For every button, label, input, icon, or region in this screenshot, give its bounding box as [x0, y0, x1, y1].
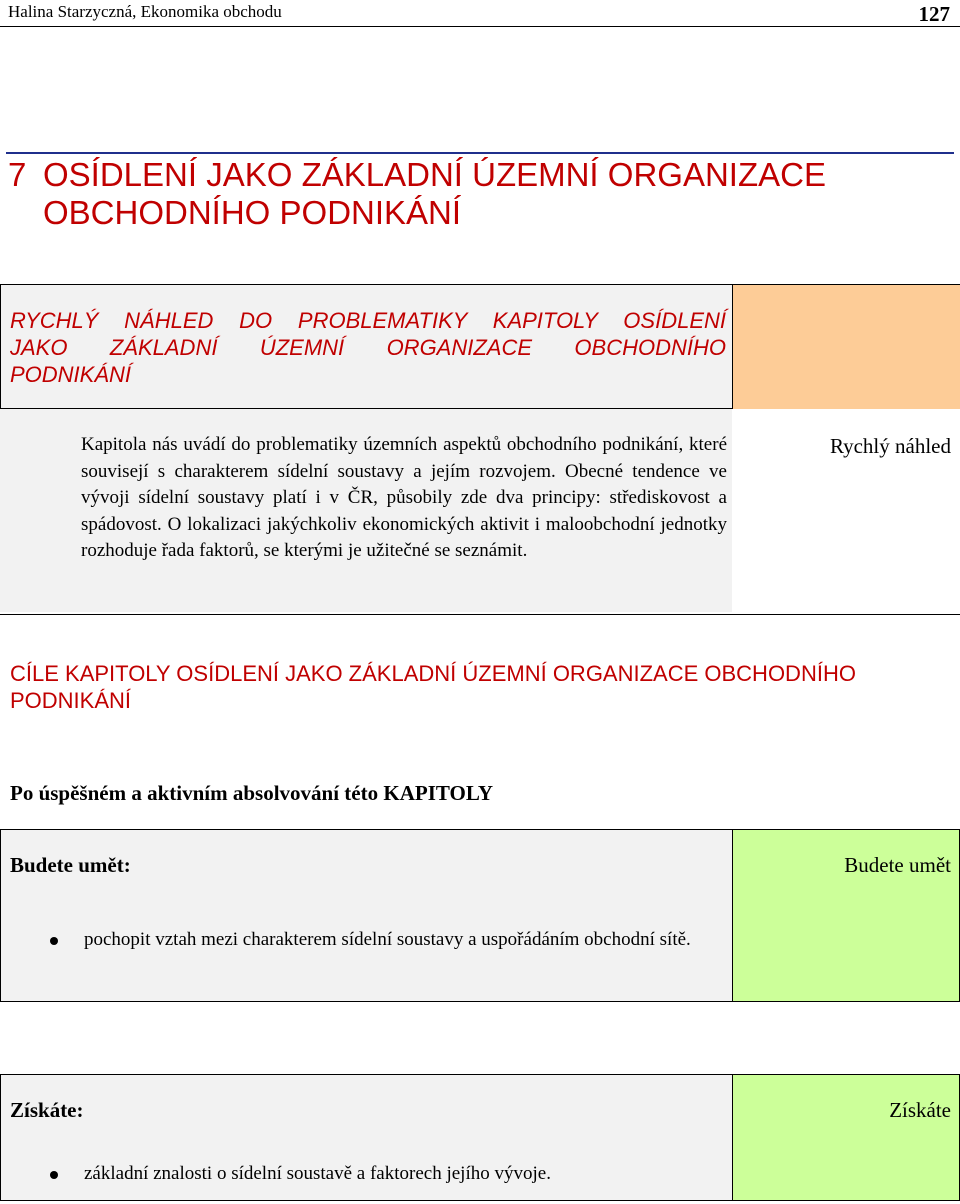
gains-margin-label: Získáte — [889, 1098, 951, 1122]
gains-list-item: základní znalosti o sídelní soustavě a faktorech jejího vývoje. — [84, 1163, 551, 1184]
quick-preview-heading-divider — [0, 408, 732, 409]
quick-preview-heading-line2: JAKO ZÁKLADNÍ ÚZEMNÍ ORGANIZACE OBCHODNÍHO — [10, 335, 726, 360]
quick-preview-heading-line3: PODNIKÁNÍ — [10, 362, 132, 387]
goals-heading-line2: PODNIKÁNÍ — [10, 688, 132, 713]
skills-margin-label: Budete umět — [844, 853, 951, 877]
gains-title: Získáte: — [10, 1098, 84, 1122]
quick-preview-heading-line1: RYCHLÝ NÁHLED DO PROBLEMATIKY KAPITOLY OSÍDLENÍ — [10, 308, 726, 333]
running-header-author: Halina Starzyczná, Ekonomika obchodu — [8, 2, 282, 21]
quick-preview-left-border — [0, 285, 1, 409]
gains-margin-marker — [732, 1074, 960, 1201]
page-number: 127 — [918, 2, 950, 26]
quick-preview-margin-label: Rychlý náhled — [829, 434, 951, 458]
bullet-icon — [50, 937, 58, 945]
chapter-number: 7 — [8, 156, 27, 193]
goals-heading-line1: CÍLE KAPITOLY OSÍDLENÍ JAKO ZÁKLADNÍ ÚZEMNÍ ORGANIZACE OBCHODNÍHO — [10, 661, 856, 686]
chapter-title-line2: OBCHODNÍHO PODNIKÁNÍ — [43, 194, 462, 231]
skills-title: Budete umět: — [10, 853, 131, 877]
quick-preview-column-divider — [732, 285, 733, 409]
quick-preview-text: Kapitola nás uvádí do problematiky územních aspektů obchodního podnikání, které souvisejí s charakterem sídelní soustavy a jejím rozvojem. Obecné tendence ve vývoji sídelní soustavy platí i v ČR, působily zde dva principy: střediskovost a spádovost. O lokalizaci jakýchkoliv ekonomických aktivit i maloobchodní jednotky rozhoduje řada faktorů, se kterými je užitečné se seznámit. — [81, 434, 727, 561]
chapter-rule — [6, 152, 954, 154]
header-rule — [0, 26, 960, 27]
chapter-title-line1: OSÍDLENÍ JAKO ZÁKLADNÍ ÚZEMNÍ ORGANIZACE — [43, 156, 826, 193]
goals-intro: Po úspěšném a aktivním absolvování této KAPITOLY — [10, 781, 494, 805]
skills-list-item: pochopit vztah mezi charakterem sídelní soustavy a uspořádáním obchodní sítě. — [84, 929, 691, 950]
quick-preview-margin-marker — [733, 285, 960, 409]
bullet-icon — [50, 1171, 58, 1179]
